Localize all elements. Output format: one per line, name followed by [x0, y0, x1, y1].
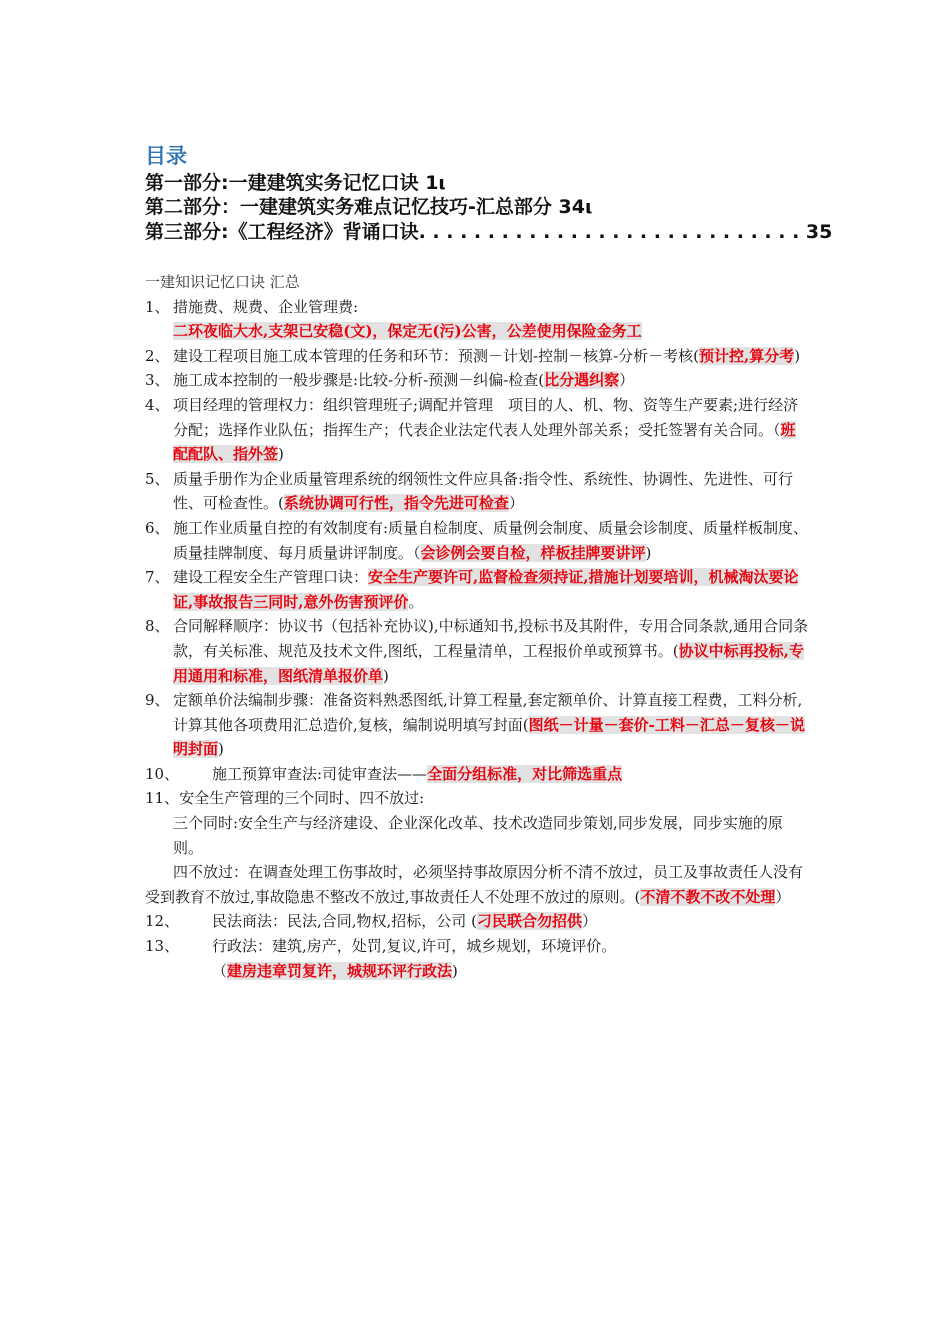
mnemonic-highlight: 全面分组标准，对比筛选重点 — [427, 764, 623, 783]
item-number: 13、 — [145, 937, 180, 956]
section-heading: 一建知识记忆口诀 汇总 — [145, 273, 300, 291]
item-text: 施工成本控制的一般步骤是:比较-分析-预测－纠偏-检查(比分遇纠察） — [173, 371, 635, 390]
list-item-6 — [145, 516, 810, 565]
item-number: 7、 — [145, 568, 170, 587]
item-text: 定额单价法编制步骤：准备资料熟悉图纸,计算工程量,套定额单价、计算直接工程费，工料分析,计算其他各项费用汇总造价,复核，编制说明填写封面(图纸－计量－套价-工料－汇总－复核－说明封面) — [173, 691, 805, 759]
item-mnemonic-line — [173, 319, 810, 344]
list-item-4 — [145, 393, 810, 467]
item-number: 3、 — [145, 371, 170, 390]
list-item-12 — [145, 909, 810, 934]
item-number: 11、 — [145, 789, 180, 808]
item-text: 建设工程项目施工成本管理的任务和环节：预测－计划-控制－核算-分析－考核(预计控,算分考) — [173, 346, 801, 365]
item-text: 施工作业质量自控的有效制度有:质量自检制度、质量例会制度、质量会诊制度、质量样板制度、质量挂牌制度、每月质量讲评制度。（会诊例会要自检，样板挂牌要讲评) — [173, 518, 809, 562]
item-text: 质量手册作为企业质量管理系统的纲领性文件应具备:指令性、系统性、协调性、先进性、可行性、可检查性。(系统协调可行性，指令先进可检查） — [173, 469, 794, 513]
mnemonic-highlight: 刁民联合勿招供 — [476, 912, 582, 931]
list-item-9 — [145, 688, 810, 762]
list-item-11 — [145, 786, 810, 811]
item-text: 措施费、规费、企业管理费: — [173, 297, 359, 316]
mnemonic-highlight: 不清不教不改不处理 — [640, 887, 776, 906]
list-item-1 — [145, 295, 810, 344]
mnemonic-list — [145, 270, 810, 983]
list-item-2 — [145, 344, 810, 369]
item-text: 施工预算审查法:司徒审查法——全面分组标准，对比筛选重点 — [212, 764, 623, 783]
item-number: 8、 — [145, 617, 170, 636]
toc-title: 目录 — [145, 144, 187, 168]
four-not-paragraph: 四不放过：在调查处理工伤事故时，必须坚持事故原因分析不清不放过，员工及事故责任人没有受到教育不放过,事故隐患不整改不放过,事故责任人不处理不放过的原则。(不清不教不改不处理） — [145, 863, 804, 906]
item-text: 安全生产管理的三个同时、四不放过: — [179, 789, 425, 808]
mnemonic-highlight: 二环夜临大水,支架已安稳(文)，保定无(污)公害，公差使用保险金务工 — [173, 322, 642, 341]
list-item-13 — [145, 934, 810, 959]
toc-entry-part-1[interactable]: 第一部分:一建建筑实务记忆口诀 1ι — [145, 172, 446, 194]
item-text: 建设工程安全生产管理口诀：安全生产要许可,监督检查须持证,措施计划要培训，机械淘汰要论证,事故报告三同时,意外伤害预评价。 — [173, 568, 799, 611]
three-sync-paragraph: 三个同时:安全生产与经济建设、企业深化改革、技术改造同步策划,同步发展，同步实施的原则。 — [173, 814, 783, 857]
list-item-10 — [145, 762, 810, 787]
mnemonic-highlight: 比分遇纠察 — [544, 371, 620, 390]
item-number: 10、 — [145, 764, 180, 783]
item-number: 1、 — [145, 297, 170, 316]
mnemonic-highlight: 班配配队、指外签 — [173, 420, 796, 464]
mnemonic-highlight: 图纸－计量－套价-工料－汇总－复核－说明封面 — [173, 715, 805, 759]
toc-entry-part-3[interactable]: 第三部分:《工程经济》背诵口诀. . . . . . . . . . . . . . . . . . . . . . . . . . . . 35 — [145, 221, 833, 243]
item-13-mnemonic-line: （建房违章罚复许，城规环评行政法) — [212, 961, 458, 980]
toc-entry-part-2[interactable]: 第二部分：一建建筑实务难点记忆技巧-汇总部分 34ι — [145, 196, 593, 218]
item-number: 2、 — [145, 346, 170, 365]
mnemonic-highlight: 系统协调可行性，指令先进可检查 — [283, 494, 509, 513]
item-number: 6、 — [145, 518, 170, 537]
list-item-3 — [145, 368, 810, 393]
list-item-7 — [145, 565, 810, 614]
item-text: 民法商法：民法,合同,物权,招标，公司 (刁民联合勿招供） — [212, 912, 597, 931]
item-number: 9、 — [145, 691, 170, 710]
mnemonic-highlight: 建房违章罚复许，城规环评行政法 — [227, 961, 453, 980]
mnemonic-highlight: 安全生产要许可,监督检查须持证,措施计划要培训，机械淘汰要论证,事故报告三同时,意外伤害预评价 — [173, 568, 799, 611]
item-text: 行政法：建筑,房产，处罚,复议,许可，城乡规划，环境评价。 — [212, 937, 617, 956]
item-number: 5、 — [145, 469, 170, 488]
item-text: 合同解释顺序：协议书（包括补充协议),中标通知书,投标书及其附件，专用合同条款,通用合同条款，有关标准、规范及技术文件,图纸，工程量清单，工程报价单或预算书。(协议中标再投标,专用通用和标准，图纸清单报价单) — [173, 617, 809, 685]
item-text: 项目经理的管理权力：组织管理班子;调配并管理 项目的人、机、物、资等生产要素;进行经济分配；选择作业队伍；指挥生产；代表企业法定代表人处理外部关系；受托签署有关合同。（班配配队、指外签) — [173, 395, 799, 464]
mnemonic-highlight: 会诊例会要自检，样板挂牌要讲评 — [420, 543, 646, 562]
list-item-5 — [145, 467, 810, 516]
list-item-8 — [145, 614, 810, 688]
mnemonic-highlight: 协议中标再投标,专用通用和标准，图纸清单报价单 — [173, 641, 804, 685]
item-number: 12、 — [145, 912, 180, 931]
item-number: 4、 — [145, 395, 170, 414]
mnemonic-highlight: 预计控,算分考 — [699, 346, 795, 365]
